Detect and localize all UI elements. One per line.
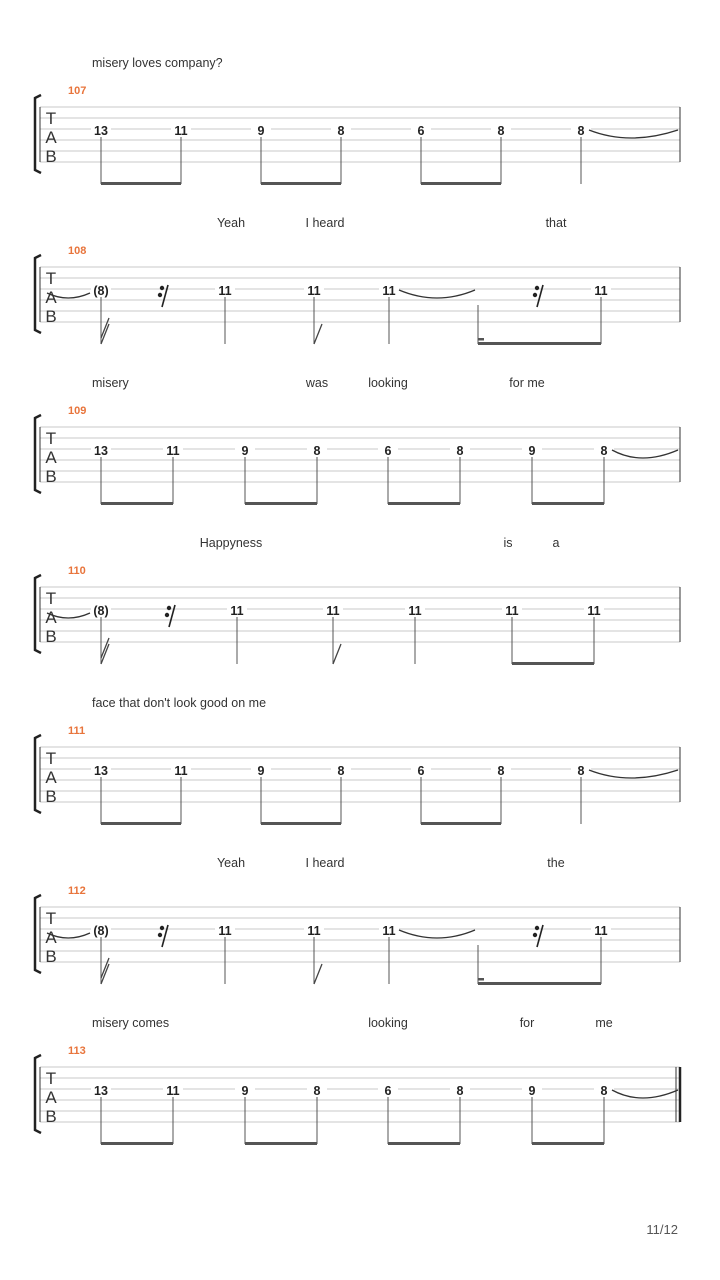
tab-clef-letter: A	[45, 288, 57, 307]
lyric-text: Yeah	[216, 856, 246, 870]
tab-clef-letter: A	[45, 128, 57, 147]
tab-clef-letter: B	[45, 787, 57, 806]
lyric-text: misery loves company?	[92, 56, 223, 70]
fret-number: 11	[230, 604, 244, 618]
fret-number: 6	[417, 124, 425, 138]
fret-number: 8	[497, 124, 505, 138]
fret-number: 9	[257, 764, 265, 778]
measure-number: 110	[68, 565, 86, 577]
note-beam	[245, 1142, 317, 1145]
fret-number: 11	[594, 284, 608, 298]
note-beam	[101, 502, 173, 505]
fret-number: 13	[94, 124, 108, 138]
lyric-text: is	[503, 536, 513, 550]
sixteenth-rest	[165, 613, 169, 617]
lyric-text: that	[545, 216, 567, 230]
tab-clef-letter: T	[45, 269, 57, 288]
fret-number: 13	[94, 764, 108, 778]
fret-number: 8	[600, 444, 608, 458]
note-beam	[101, 1142, 173, 1145]
note-beam	[478, 342, 601, 345]
note-flag	[314, 324, 322, 344]
note-beam	[478, 338, 484, 341]
lyric-text: Yeah	[216, 216, 246, 230]
tie-arc	[589, 130, 678, 138]
tab-system-110	[35, 536, 680, 665]
lyric-text: I heard	[305, 856, 345, 870]
lyric-text: misery	[92, 376, 129, 390]
fret-number: 11	[382, 284, 396, 298]
fret-number: (8)	[93, 604, 109, 618]
measure-number: 107	[68, 85, 87, 97]
measure-number: 112	[68, 885, 86, 897]
note-beam	[478, 982, 601, 985]
fret-number: 8	[456, 1084, 464, 1098]
tab-system-112	[35, 856, 680, 985]
note-beam	[261, 822, 341, 825]
note-beam	[388, 502, 460, 505]
fret-number: 8	[313, 1084, 321, 1098]
note-beam	[512, 662, 594, 665]
lyric-text: face that don't look good on me	[92, 696, 267, 710]
fret-number: 8	[577, 124, 585, 138]
tab-clef-letter: B	[45, 947, 57, 966]
fret-number: 11	[408, 604, 422, 618]
tab-clef-letter: B	[45, 147, 57, 166]
lyric-text: I heard	[305, 216, 345, 230]
fret-number: 11	[218, 924, 232, 938]
fret-number: 11	[174, 764, 188, 778]
note-flag	[333, 644, 341, 664]
fret-number: 11	[307, 284, 321, 298]
tab-system-107	[35, 56, 680, 185]
lyric-text: me	[595, 1016, 613, 1030]
tab-clef-letter: T	[45, 109, 57, 128]
fret-number: 8	[600, 1084, 608, 1098]
tab-clef-letter: B	[45, 1107, 57, 1126]
tab-clef-letter: A	[45, 608, 57, 627]
page-number: 11/12	[646, 1222, 678, 1237]
fret-number: 11	[307, 924, 321, 938]
note-beam	[101, 822, 181, 825]
fret-number: 8	[456, 444, 464, 458]
tab-clef-letter: T	[45, 589, 57, 608]
lyric-text: looking	[368, 376, 408, 390]
fret-number: 11	[382, 924, 396, 938]
sixteenth-rest	[533, 933, 537, 937]
fret-number: 8	[497, 764, 505, 778]
fret-number: 11	[505, 604, 519, 618]
sixteenth-rest	[535, 926, 539, 930]
tie-arc	[589, 770, 678, 778]
tab-clef-letter: T	[45, 749, 57, 768]
tab-clef-letter: A	[45, 768, 57, 787]
note-beam	[478, 978, 484, 981]
fret-number: 11	[594, 924, 608, 938]
fret-number: (8)	[93, 284, 109, 298]
sixteenth-rest	[167, 606, 171, 610]
tab-clef-letter: B	[45, 467, 57, 486]
note-beam	[101, 182, 181, 185]
tie-arc	[399, 930, 475, 938]
lyric-text: was	[305, 376, 329, 390]
fret-number: 6	[384, 444, 392, 458]
lyric-text: looking	[368, 1016, 408, 1030]
sixteenth-rest	[158, 293, 162, 297]
note-beam	[421, 182, 501, 185]
fret-number: 8	[337, 124, 345, 138]
lyric-text: Happyness	[199, 536, 263, 550]
tab-system-111	[35, 696, 680, 825]
sixteenth-rest	[160, 286, 164, 290]
sixteenth-rest	[533, 293, 537, 297]
note-beam	[388, 1142, 460, 1145]
measure-number: 108	[68, 245, 87, 257]
lyric-text: for	[519, 1016, 535, 1030]
tab-clef-letter: T	[45, 909, 57, 928]
tab-system-109	[35, 376, 680, 505]
tie-arc	[612, 450, 678, 458]
fret-number: 9	[241, 444, 249, 458]
fret-number: 11	[174, 124, 188, 138]
sixteenth-rest	[158, 933, 162, 937]
fret-number: 8	[337, 764, 345, 778]
measure-number: 109	[68, 405, 87, 417]
fret-number: 9	[528, 1084, 536, 1098]
measure-number: 113	[68, 1045, 86, 1057]
note-beam	[245, 502, 317, 505]
lyric-text: for me	[509, 376, 545, 390]
fret-number: 6	[384, 1084, 392, 1098]
fret-number: 11	[218, 284, 232, 298]
fret-number: 13	[94, 1084, 108, 1098]
fret-number: 6	[417, 764, 425, 778]
fret-number: 9	[241, 1084, 249, 1098]
tie-arc	[612, 1090, 678, 1098]
note-beam	[532, 1142, 604, 1145]
fret-number: 8	[577, 764, 585, 778]
fret-number: 11	[326, 604, 340, 618]
lyric-text: a	[552, 536, 560, 550]
fret-number: 13	[94, 444, 108, 458]
tie-arc	[399, 290, 475, 298]
sixteenth-rest	[160, 926, 164, 930]
note-beam	[421, 822, 501, 825]
note-flag	[314, 964, 322, 984]
tab-clef-letter: A	[45, 1088, 57, 1107]
note-beam	[532, 502, 604, 505]
fret-number: 9	[257, 124, 265, 138]
tab-clef-letter: A	[45, 928, 57, 947]
tab-clef-letter: A	[45, 448, 57, 467]
fret-number: 11	[166, 1084, 180, 1098]
measure-number: 111	[68, 725, 86, 737]
lyric-text: misery comes	[92, 1016, 170, 1030]
fret-number: 11	[166, 444, 180, 458]
lyric-text: the	[547, 856, 565, 870]
fret-number: (8)	[93, 924, 109, 938]
fret-number: 8	[313, 444, 321, 458]
fret-number: 11	[587, 604, 601, 618]
tab-system-113	[35, 1016, 680, 1145]
note-beam	[261, 182, 341, 185]
tab-clef-letter: T	[45, 1069, 57, 1088]
tab-clef-letter: B	[45, 307, 57, 326]
tab-clef-letter: T	[45, 429, 57, 448]
fret-number: 9	[528, 444, 536, 458]
sixteenth-rest	[535, 286, 539, 290]
tab-clef-letter: B	[45, 627, 57, 646]
tab-system-108	[35, 216, 680, 345]
